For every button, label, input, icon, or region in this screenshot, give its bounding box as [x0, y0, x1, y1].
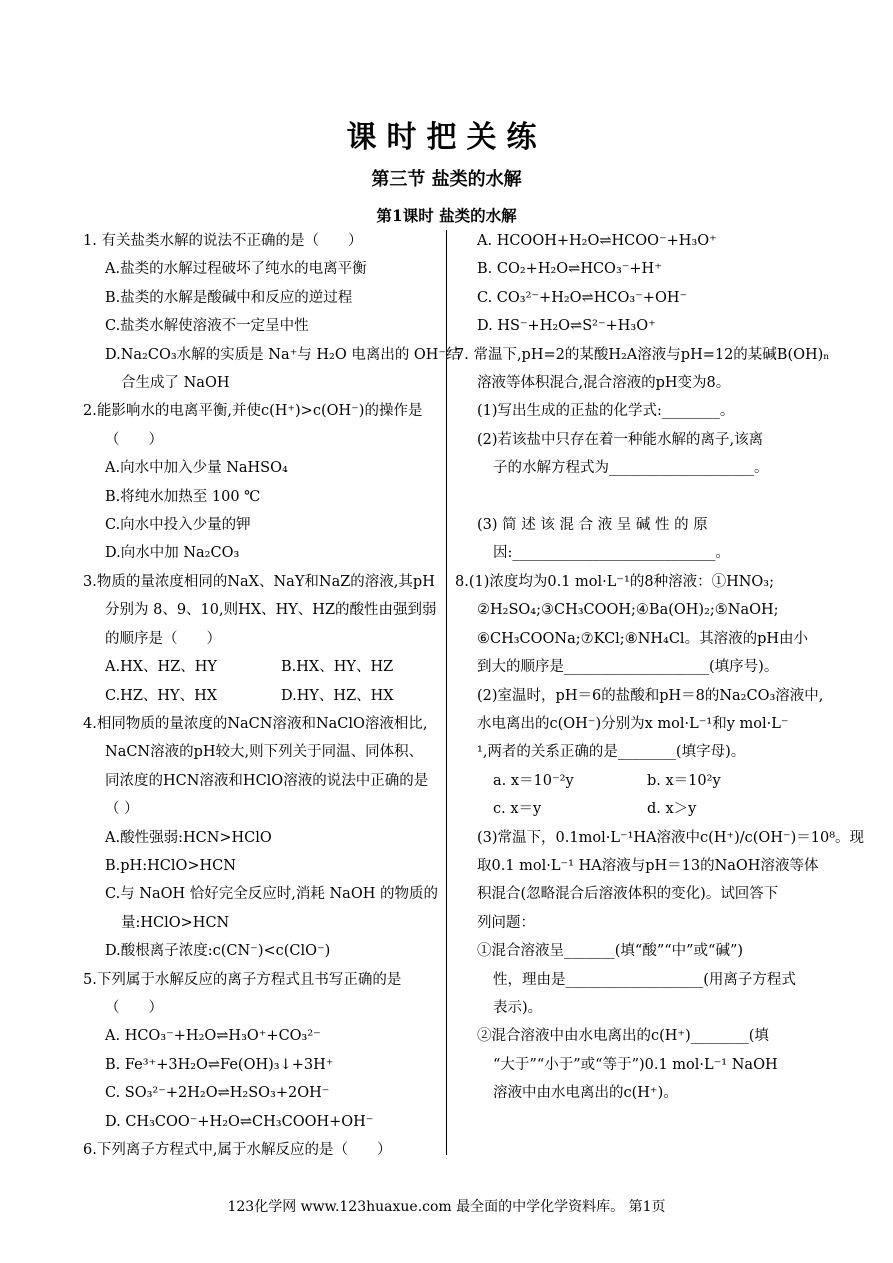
- option-a: a. x＝10⁻²y: [493, 772, 574, 789]
- page-footer: 123化学网 www.123huaxue.com 最全面的中学化学资料库。 第1页: [227, 1199, 666, 1215]
- option-a: A. HCOOH+H₂O⇌HCOO⁻+H₃O⁺: [477, 233, 717, 249]
- part-3-cont: 因:____________________________。: [493, 545, 730, 562]
- sub-question-2-cont: “大于”“小于”或“等于”)0.1 mol·L⁻¹ NaOH: [493, 1056, 778, 1073]
- part-3: (3) 简 述 该 混 合 液 呈 碱 性 的 原: [477, 517, 708, 534]
- question-2: [83, 397, 436, 567]
- sub-question-1: ①混合溶液呈_______(填“酸”“中”或“碱”): [477, 943, 744, 960]
- part-3-cont: 列问题：: [477, 914, 535, 931]
- options-row: [455, 767, 825, 795]
- question-5: [83, 966, 436, 1136]
- question-stem: 7. 常温下,pH=2的某酸H₂A溶液与pH=12的某碱B(OH)ₙ: [455, 346, 830, 363]
- part-2: (2)室温时，pH＝6的盐酸和pH＝8的Na₂CO₃溶液中,: [477, 687, 824, 704]
- part-1-cont: ②H₂SO₄;③CH₃COOH;④Ba(OH)₂;⑤NaOH;: [477, 602, 779, 619]
- sub-question-1-cont: 性，理由是___________________(用离子方程式: [493, 971, 796, 988]
- right-column: [455, 227, 865, 1108]
- option-d: D.HY、HZ、HX: [281, 687, 394, 704]
- option-c: C.HZ、HY、HX: [105, 687, 218, 704]
- page-title: 课时把关练: [346, 120, 547, 155]
- question-8: [455, 568, 865, 1108]
- part-2-cont: ¹,两者的关系正确的是________(填字母)。: [477, 744, 746, 761]
- question-stem-cont: 的顺序是（ ）: [105, 630, 221, 647]
- question-stem-cont: 同浓度的HCN溶液和HClO溶液的说法中正确的是: [105, 772, 429, 789]
- options-row: [455, 795, 825, 823]
- answer-paren: （ ）: [105, 801, 139, 818]
- option-b: b. x＝10²y: [647, 772, 721, 789]
- question-1: [83, 227, 461, 397]
- spacer: [455, 483, 825, 511]
- option-d: D. CH₃COO⁻+H₂O⇌CH₃COOH+OH⁻: [105, 1113, 374, 1130]
- question-3: [83, 568, 436, 710]
- option-a: A.HX、HZ、HY: [105, 659, 217, 676]
- option-d: d. x＞y: [647, 801, 697, 818]
- options-row: [83, 653, 436, 681]
- part-1-cont: ⑥CH₃COONa;⑦KCl;⑧NH₄Cl。其溶液的pH由小: [477, 630, 809, 647]
- option-c: C.向水中投入少量的钾: [105, 517, 251, 534]
- part-3: (3)常温下，0.1mol·L⁻¹HA溶液中c(H⁺)/c(OH⁻)＝10⁸。现: [477, 829, 865, 846]
- left-column: [83, 227, 461, 1164]
- question-7: [455, 341, 830, 568]
- option-b: B.将纯水加热至 100 ℃: [105, 488, 261, 505]
- option-c: C.与 NaOH 恰好完全反应时,消耗 NaOH 的物质的: [105, 886, 438, 903]
- question-stem: 6.下列离子方程式中,属于水解反应的是（ ）: [83, 1142, 392, 1158]
- option-b: B.盐类的水解是酸碱中和反应的逆过程: [105, 289, 353, 306]
- section-title: 第三节 盐类的水解: [371, 169, 522, 190]
- answer-paren: （ ）: [105, 999, 163, 1016]
- question-stem: 2.能影响水的电离平衡,并使c(H⁺)>c(OH⁻)的操作是: [83, 403, 423, 420]
- option-c: c. x＝y: [493, 801, 542, 818]
- lesson-title: 第1课时 盐类的水解: [376, 206, 517, 225]
- option-d: D.酸根离子浓度:c(CN⁻)<c(ClO⁻): [105, 943, 331, 960]
- part-1: (1)写出生成的正盐的化学式:________。: [477, 403, 735, 420]
- option-a: A.向水中加入少量 NaHSO₄: [105, 460, 288, 477]
- sub-question-2: ②混合溶液中由水电离出的c(H⁺)________(填: [477, 1028, 769, 1045]
- option-c: C. CO₃²⁻+H₂O⇌HCO₃⁻+OH⁻: [477, 289, 688, 306]
- sub-question-2-cont: 溶液中由水电离出的c(H⁺)。: [493, 1085, 678, 1102]
- option-c: C. SO₃²⁻+2H₂O⇌H₂SO₃+2OH⁻: [105, 1085, 330, 1102]
- part-2-cont: 水电离出的c(OH⁻)分别为x mol·L⁻¹和y mol·L⁻: [477, 715, 789, 732]
- question-6: [83, 1136, 436, 1164]
- sub-question-1-cont: 表示)。: [493, 999, 543, 1016]
- question-stem-cont: 溶液等体积混合,混合溶液的pH变为8。: [477, 375, 731, 392]
- option-c-cont: 量:HClO>HCN: [121, 914, 230, 931]
- option-b: B. CO₂+H₂O⇌HCO₃⁻+H⁺: [477, 261, 662, 278]
- option-a: A.酸性强弱:HCN>HClO: [105, 829, 272, 846]
- answer-paren: （ ）: [105, 431, 163, 448]
- option-b: B.pH:HClO>HCN: [105, 857, 236, 874]
- option-d: D.向水中加 Na₂CO₃: [105, 545, 240, 562]
- part-2-cont: 子的水解方程式为____________________。: [493, 460, 769, 477]
- question-stem: 5.下列属于水解反应的离子方程式且书写正确的是: [83, 971, 402, 988]
- option-d: D. HS⁻+H₂O⇌S²⁻+H₃O⁺: [477, 318, 656, 335]
- question-6-options: [455, 227, 825, 341]
- part-1: 8.(1)浓度均为0.1 mol·L⁻¹的8种溶液：①HNO₃;: [455, 573, 775, 590]
- option-a: A. HCO₃⁻+H₂O⇌H₃O⁺+CO₃²⁻: [105, 1028, 321, 1045]
- question-stem: 3.物质的量浓度相同的NaX、NaY和NaZ的溶液,其pH: [83, 573, 435, 590]
- option-b: B.HX、HY、HZ: [281, 659, 394, 676]
- option-d: D.Na₂CO₃水解的实质是 Na⁺与 H₂O 电离出的 OH⁻结: [105, 346, 461, 363]
- question-stem-cont: NaCN溶液的pH较大,则下列关于同温、同体积、: [105, 744, 424, 761]
- question-stem: 1. 有关盐类水解的说法不正确的是（ ）: [83, 233, 363, 249]
- option-b: B. Fe³⁺+3H₂O⇌Fe(OH)₃↓+3H⁺: [105, 1056, 334, 1073]
- option-a: A.盐类的水解过程破坏了纯水的电离平衡: [105, 261, 367, 278]
- option-d-cont: 合生成了 NaOH: [121, 375, 230, 392]
- question-stem-cont: 分别为 8、9、10,则HX、HY、HZ的酸性由强到弱: [105, 602, 437, 619]
- part-2: (2)若该盐中只存在着一种能水解的离子,该离: [477, 431, 764, 448]
- question-stem: 4.相同物质的量浓度的NaCN溶液和NaClO溶液相比,: [83, 715, 428, 732]
- question-4: [83, 710, 436, 966]
- part-3-cont: 取0.1 mol·L⁻¹ HA溶液与pH＝13的NaOH溶液等体: [477, 857, 819, 874]
- option-c: C.盐类水解使溶液不一定呈中性: [105, 318, 309, 335]
- part-3-cont: 积混合(忽略混合后溶液体积的变化)。试回答下: [477, 886, 779, 903]
- part-1-cont: 到大的顺序是____________________(填序号)。: [477, 659, 779, 676]
- options-row: [83, 682, 436, 710]
